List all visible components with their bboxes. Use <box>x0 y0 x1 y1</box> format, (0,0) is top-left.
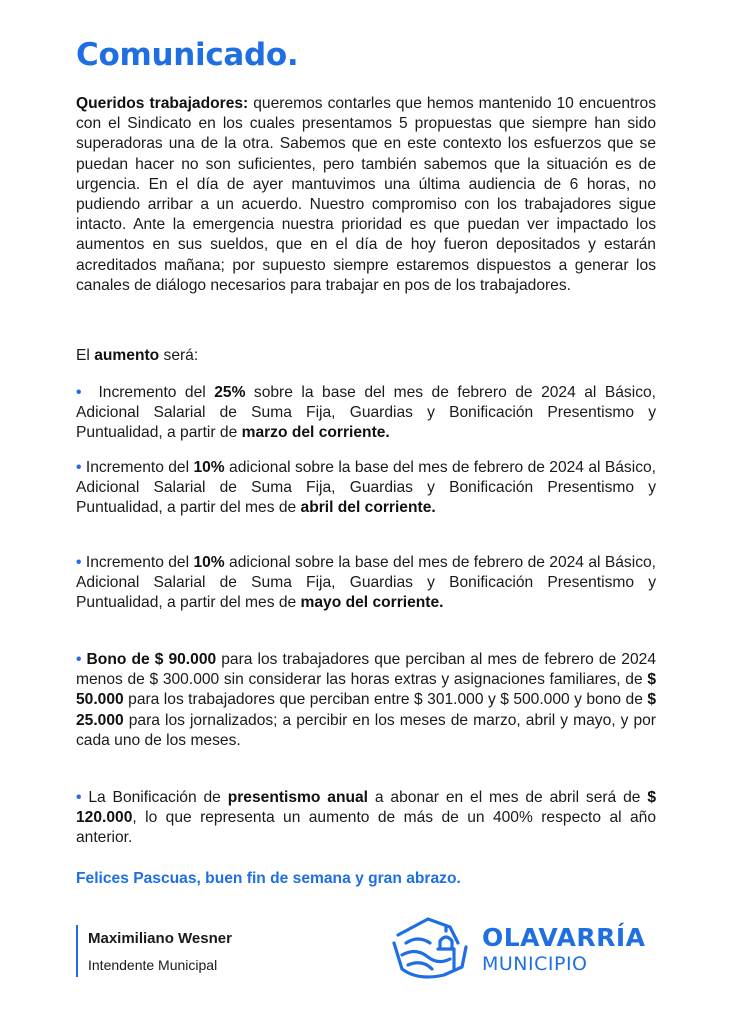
bullet-text: para los trabajadores que perciban al mes de febrero de 2024 menos de $ 300.000 sin considerar las horas extras y asignaciones familiares, de <box>76 651 656 689</box>
bullet-highlight: Bono de $ 90.000 <box>86 651 217 668</box>
signature-name: Maximiliano Wesner <box>88 930 232 947</box>
bullet-highlight: marzo del corriente. <box>241 424 390 442</box>
bullet-item-2 <box>76 458 656 519</box>
bullet-text: a abonar en el mes de abril será de <box>368 789 648 806</box>
bullet-text: La Bonificación de <box>88 789 228 806</box>
bullet-text: para los jornalizados; a percibir en los meses de marzo, abril y mayo, y por cada uno de los meses. <box>76 711 656 749</box>
logo-wordmark <box>482 923 645 975</box>
aumento-bold: aumento <box>94 347 160 364</box>
bullet-text: para los trabajadores que perciban entre $ 301.000 y $ 500.000 y bono de <box>123 691 648 709</box>
bullet-text: adicional sobre la base del mes de febrero de 2024 al Básico, Adicional Salarial de Suma Fija, Guardias y Bonificación Presentismo y Puntualidad, a partir del mes de <box>76 459 656 517</box>
bullet-dot-icon: • <box>76 789 82 806</box>
bullet-highlight: abril del corriente. <box>300 499 436 517</box>
aumento-heading <box>76 346 656 366</box>
bullet-dot-icon: • <box>76 554 82 571</box>
bullet-highlight: 10% <box>193 459 225 476</box>
bullet-text: Incremento del <box>85 554 194 571</box>
logo-line-1: OLAVARRÍA <box>482 923 646 952</box>
intro-lead: Queridos trabajadores: <box>76 95 249 112</box>
bullet-text: sobre la base del mes de febrero de 2024 al Básico, Adicional Salarial de Suma Fija, Guardias y Bonificación Presentismo y Puntualidad, a partir de <box>76 384 656 442</box>
signature-block <box>76 925 232 977</box>
bullet-item-3 <box>76 553 656 614</box>
aumento-post: será: <box>159 347 199 364</box>
bullet-text: , lo que representa un aumento de más de un 400% respecto al año anterior. <box>76 809 656 847</box>
bullet-dot-icon: • <box>76 651 82 668</box>
bullet-item-4 <box>76 650 656 751</box>
bullet-text: Incremento del <box>85 459 194 476</box>
olavarria-emblem-icon <box>388 913 472 985</box>
bullet-item-5 <box>76 788 656 849</box>
intro-paragraph <box>76 94 656 296</box>
bullet-item-1 <box>76 383 656 444</box>
bullet-text: Incremento del <box>98 384 215 401</box>
bullet-highlight: mayo del corriente. <box>300 594 444 612</box>
page-title: Comunicado. <box>76 37 299 73</box>
bullet-highlight: 25% <box>214 384 246 401</box>
closing-message: Felices Pascuas, buen fin de semana y gran abrazo. <box>76 870 461 887</box>
municipio-logo <box>388 913 668 985</box>
bullet-highlight: $ 50.000 <box>76 671 656 709</box>
intro-text: queremos contarles que hemos mantenido 10 encuentros con el Sindicato en los cuales presentamos 5 propuestas que siempre han sido superadoras una de la otra. Sabemos que en este contexto los esfuerzos que se puedan hacer no son suficientes, pero también sabemos que la situación es de urgencia. En el día de ayer mantuvimos una última audiencia de 6 horas, no pudiendo arribar a un acuerdo. Nuestro compromiso con los trabajadores sigue intacto. Ante la emergencia nuestra prioridad es que puedan ver impactado los aumentos en sus sueldos, que en el día de hoy fueron depositados y estarán acreditados mañana; por supuesto siempre estaremos dispuestos a generar los canales de diálogo necesarios para trabajar en pos de los trabajadores. <box>76 95 656 294</box>
signature-role: Intendente Municipal <box>88 957 218 973</box>
bullet-dot-icon: • <box>76 384 82 401</box>
bullet-highlight: $ 120.000 <box>76 789 656 827</box>
bullet-dot-icon: • <box>76 459 82 476</box>
bullet-text: adicional sobre la base del mes de febrero de 2024 al Básico, Adicional Salarial de Suma Fija, Guardias y Bonificación Presentismo y Puntualidad, a partir del mes de <box>76 554 656 612</box>
bullet-highlight: $ 25.000 <box>76 691 656 729</box>
bullet-highlight: 10% <box>193 554 225 571</box>
logo-line-2: MUNICIPIO <box>482 953 588 975</box>
bullet-highlight: presentismo anual <box>227 789 369 806</box>
aumento-pre: El <box>76 347 95 364</box>
